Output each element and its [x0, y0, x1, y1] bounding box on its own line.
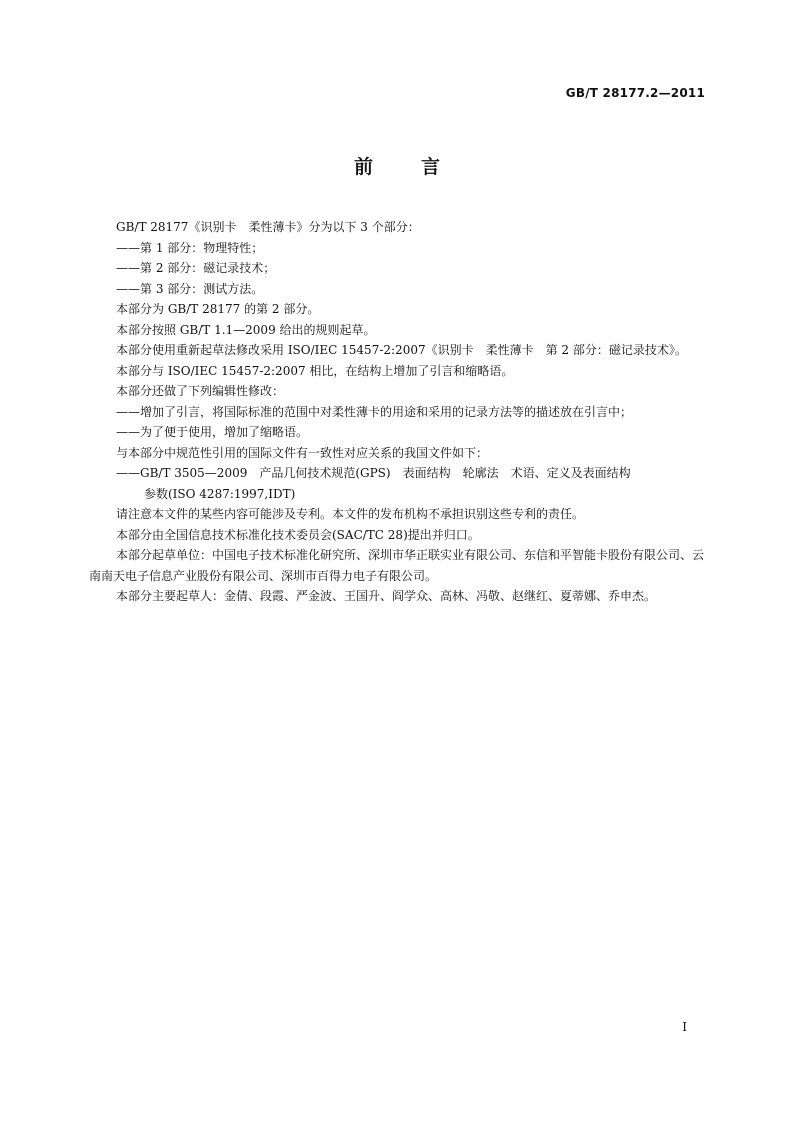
standard-number: GB/T 28177.2—2011 — [565, 86, 705, 100]
paragraph-adoption: 本部分使用重新起草法修改采用 ISO/IEC 15457-2:2007《识别卡 柔性薄卡 第 2 部分：磁记录技术》。 — [116, 343, 687, 357]
paragraph-parts-intro: GB/T 28177《识别卡 柔性薄卡》分为以下 3 个部分： — [116, 220, 420, 234]
document-body — [89, 217, 709, 607]
paragraph-part-statement: 本部分为 GB/T 28177 的第 2 部分。 — [116, 302, 320, 316]
list-item-editorial-1: ——增加了引言，将国际标准的范围中对柔性薄卡的用途和采用的记录方法等的描述放在引言中； — [116, 404, 633, 419]
paragraph-normative-refs: 与本部分中规范性引用的国际文件有一致性对应关系的我国文件如下： — [116, 445, 489, 460]
paragraph-patent-notice: 请注意本文件的某些内容可能涉及专利。本文件的发布机构不承担识别这些专利的责任。 — [116, 507, 585, 521]
list-item-normative-ref: ——GB/T 3505—2009 产品几何技术规范(GPS) 表面结构 轮廓法 术语、定义及表面结构 — [116, 466, 631, 480]
paragraph-comparison: 本部分与 ISO/IEC 15457-2:2007 相比，在结构上增加了引言和缩略语。 — [116, 363, 514, 378]
page-title: 前言 — [353, 156, 488, 178]
paragraph-editorial-intro: 本部分还做了下列编辑性修改： — [116, 384, 285, 398]
list-item-normative-ref-continued: 参数(ISO 4287:1997,IDT) — [144, 486, 296, 501]
paragraph-proposer: 本部分由全国信息技术标准化技术委员会(SAC/TC 28)提出并归口。 — [116, 527, 480, 542]
page-number: I — [682, 1020, 687, 1034]
list-item-part-3: ——第 3 部分：测试方法。 — [116, 281, 264, 296]
list-item-editorial-2: ——为了便于使用，增加了缩略语。 — [116, 425, 309, 439]
paragraph-drafting-units: 本部分起草单位：中国电子技术标准化研究所、深圳市华正联实业有限公司、东信和平智能卡股份有限公司、云南南天电子信息产业股份有限公司、深圳市百得力电子有限公司。 — [89, 548, 705, 583]
list-item-part-2: ——第 2 部分：磁记录技术； — [116, 261, 276, 275]
paragraph-drafters: 本部分主要起草人：金倩、段霞、严金波、王国升、阎学众、高林、冯敬、赵继红、夏蒂娜、乔申杰。 — [116, 589, 657, 603]
list-item-part-1: ——第 1 部分：物理特性； — [116, 240, 264, 255]
paragraph-drafting-rules: 本部分按照 GB/T 1.1—2009 给出的规则起草。 — [116, 322, 376, 337]
